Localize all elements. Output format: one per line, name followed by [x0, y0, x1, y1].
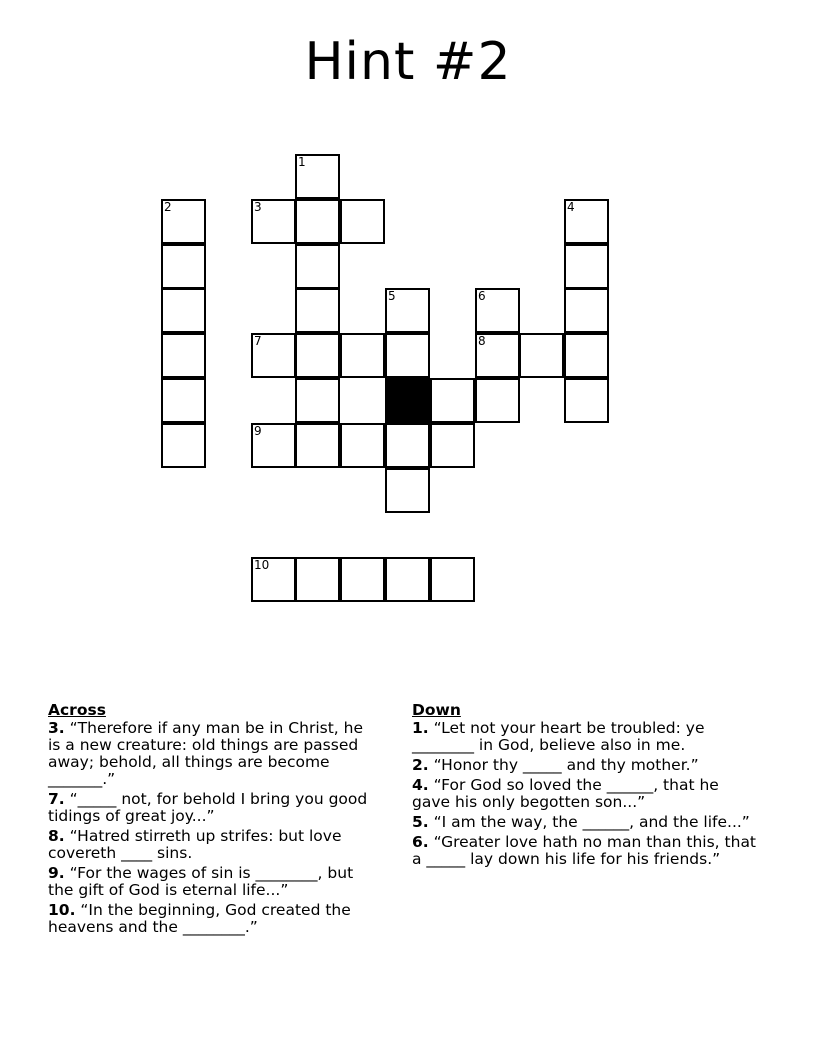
- crossword-cell[interactable]: [340, 333, 385, 378]
- crossword-cell[interactable]: [295, 199, 340, 244]
- down-clues: [412, 702, 757, 871]
- crossword-cell[interactable]: [430, 378, 475, 423]
- clue-number: 1.: [412, 719, 429, 737]
- crossword-cell[interactable]: [430, 423, 475, 468]
- clue-number-label: 5: [388, 289, 396, 303]
- clue-number: 8.: [48, 827, 65, 845]
- black-square: [385, 378, 430, 423]
- clue-text: “Greater love hath no man than this, that a _____ lay down his life for his friends.”: [412, 833, 757, 868]
- clue-text: “For the wages of sin is ________, but the gift of God is eternal life...”: [48, 864, 354, 899]
- crossword-cell[interactable]: [385, 333, 430, 378]
- clue-across-9: [48, 865, 378, 899]
- crossword-cell[interactable]: [161, 199, 206, 244]
- clue-number: 6.: [412, 833, 429, 851]
- crossword-cell[interactable]: [340, 423, 385, 468]
- clue-text: “In the beginning, God created the heavens and the ________.”: [48, 901, 351, 936]
- clue-number: 10.: [48, 901, 76, 919]
- crossword-cell[interactable]: [295, 557, 340, 602]
- clue-across-7: [48, 791, 378, 825]
- crossword-cell[interactable]: [295, 333, 340, 378]
- crossword-cell[interactable]: [519, 333, 564, 378]
- crossword-cell[interactable]: [251, 423, 296, 468]
- crossword-cell[interactable]: [564, 244, 609, 289]
- crossword-cell[interactable]: [564, 378, 609, 423]
- clue-text: “Hatred stirreth up strifes: but love covereth ____ sins.: [48, 827, 342, 862]
- crossword-cell[interactable]: [161, 378, 206, 423]
- clue-text: “Honor thy _____ and thy mother.”: [433, 756, 699, 774]
- crossword-cell[interactable]: [161, 423, 206, 468]
- clue-number: 2.: [412, 756, 429, 774]
- crossword-cell[interactable]: [564, 199, 609, 244]
- crossword-cell[interactable]: [340, 199, 385, 244]
- clue-text: “Let not your heart be troubled: ye ________ in God, believe also in me.: [412, 719, 705, 754]
- clue-down-2: [412, 757, 757, 774]
- clue-number: 9.: [48, 864, 65, 882]
- crossword-cell[interactable]: [161, 288, 206, 333]
- clue-number-label: 1: [298, 155, 306, 169]
- across-heading: Across: [48, 701, 106, 719]
- across-clues: [48, 702, 378, 939]
- crossword-cell[interactable]: [564, 288, 609, 333]
- crossword-cell[interactable]: [340, 557, 385, 602]
- page-title: Hint #2: [304, 32, 512, 92]
- clue-number-label: 7: [254, 334, 262, 348]
- crossword-cell[interactable]: [295, 423, 340, 468]
- crossword-cell[interactable]: [295, 288, 340, 333]
- crossword-cell[interactable]: [295, 154, 340, 199]
- clue-number-label: 2: [164, 200, 172, 214]
- clue-number-label: 8: [478, 334, 486, 348]
- clue-text: “For God so loved the ______, that he gave his only begotten son...”: [412, 776, 719, 811]
- clue-number-label: 10: [254, 558, 270, 572]
- crossword-cell[interactable]: [475, 333, 520, 378]
- crossword-cell[interactable]: [475, 288, 520, 333]
- clue-down-5: [412, 814, 757, 831]
- clue-text: “I am the way, the ______, and the life...”: [433, 813, 750, 831]
- clue-down-6: [412, 834, 757, 868]
- crossword-cell[interactable]: [385, 423, 430, 468]
- clue-number-label: 6: [478, 289, 486, 303]
- clue-across-8: [48, 828, 378, 862]
- clue-text: “_____ not, for behold I bring you good tidings of great joy...”: [48, 790, 368, 825]
- clue-number-label: 9: [254, 424, 262, 438]
- crossword-cell[interactable]: [475, 378, 520, 423]
- clue-across-10: [48, 902, 378, 936]
- clue-number: 4.: [412, 776, 429, 794]
- clue-number: 7.: [48, 790, 65, 808]
- crossword-cell[interactable]: [161, 333, 206, 378]
- clue-number-label: 4: [567, 200, 575, 214]
- crossword-cell[interactable]: [295, 378, 340, 423]
- down-heading: Down: [412, 701, 461, 719]
- clue-text: “Therefore if any man be in Christ, he is a new creature: old things are passed away; behold, all things are become _______.”: [48, 719, 363, 788]
- clue-number-label: 3: [254, 200, 262, 214]
- clue-down-4: [412, 777, 757, 811]
- crossword-cell[interactable]: [251, 199, 296, 244]
- crossword-cell[interactable]: [295, 244, 340, 289]
- crossword-cell[interactable]: [430, 557, 475, 602]
- clue-down-1: [412, 720, 757, 754]
- crossword-cell[interactable]: [385, 468, 430, 513]
- crossword-cell[interactable]: [385, 288, 430, 333]
- crossword-cell[interactable]: [251, 333, 296, 378]
- clue-number: 3.: [48, 719, 65, 737]
- clue-across-3: [48, 720, 378, 788]
- crossword-cell[interactable]: [564, 333, 609, 378]
- clue-number: 5.: [412, 813, 429, 831]
- crossword-cell[interactable]: [161, 244, 206, 289]
- crossword-cell[interactable]: [385, 557, 430, 602]
- crossword-cell[interactable]: [251, 557, 296, 602]
